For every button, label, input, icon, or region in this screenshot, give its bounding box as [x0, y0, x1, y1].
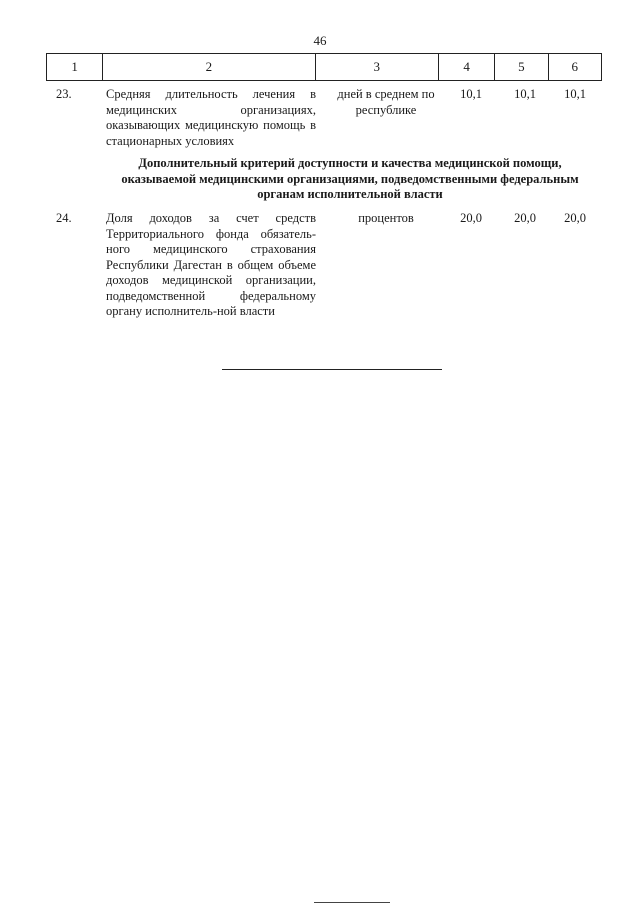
row-value-col6: 10,1	[564, 87, 586, 101]
section-title: Дополнительный критерий доступности и качества медицинской помощи, оказываемой медицинскими организациями, подведомственными федеральным органам исполнительной власти	[121, 156, 579, 201]
header-col-6: 6	[548, 54, 601, 81]
row-value-col5: 20,0	[514, 211, 536, 225]
header-col-3: 3	[315, 54, 438, 81]
row-number: 24.	[56, 211, 72, 225]
header-col-5: 5	[495, 54, 548, 81]
row-unit: дней в среднем по республике	[337, 87, 435, 117]
row-description: Средняя длительность лечения в медицинских организациях, оказывающих медицинскую помощь в стационарных условиях	[106, 87, 316, 148]
row-unit: процентов	[358, 211, 414, 225]
header-col-4: 4	[438, 54, 494, 81]
row-value-col4: 20,0	[460, 211, 482, 225]
column-number-header	[46, 53, 602, 81]
row-number: 23.	[56, 87, 72, 101]
end-of-table-rule	[222, 369, 442, 370]
row-description: Доля доходов за счет средств Территориального фонда обязатель-ного медицинского страхования Республики Дагестан в общем объеме доходов медицинской организации, подведомственной федеральному органу исполнитель-ной власти	[106, 211, 316, 318]
header-col-1: 1	[47, 54, 103, 81]
header-col-2: 2	[103, 54, 315, 81]
footer-rule	[314, 902, 390, 903]
header-row	[47, 54, 602, 81]
page-number: 46	[313, 33, 327, 48]
row-value-col4: 10,1	[460, 87, 482, 101]
table-row	[0, 211, 640, 341]
table-row	[0, 87, 640, 157]
row-value-col6: 20,0	[564, 211, 586, 225]
row-value-col5: 10,1	[514, 87, 536, 101]
